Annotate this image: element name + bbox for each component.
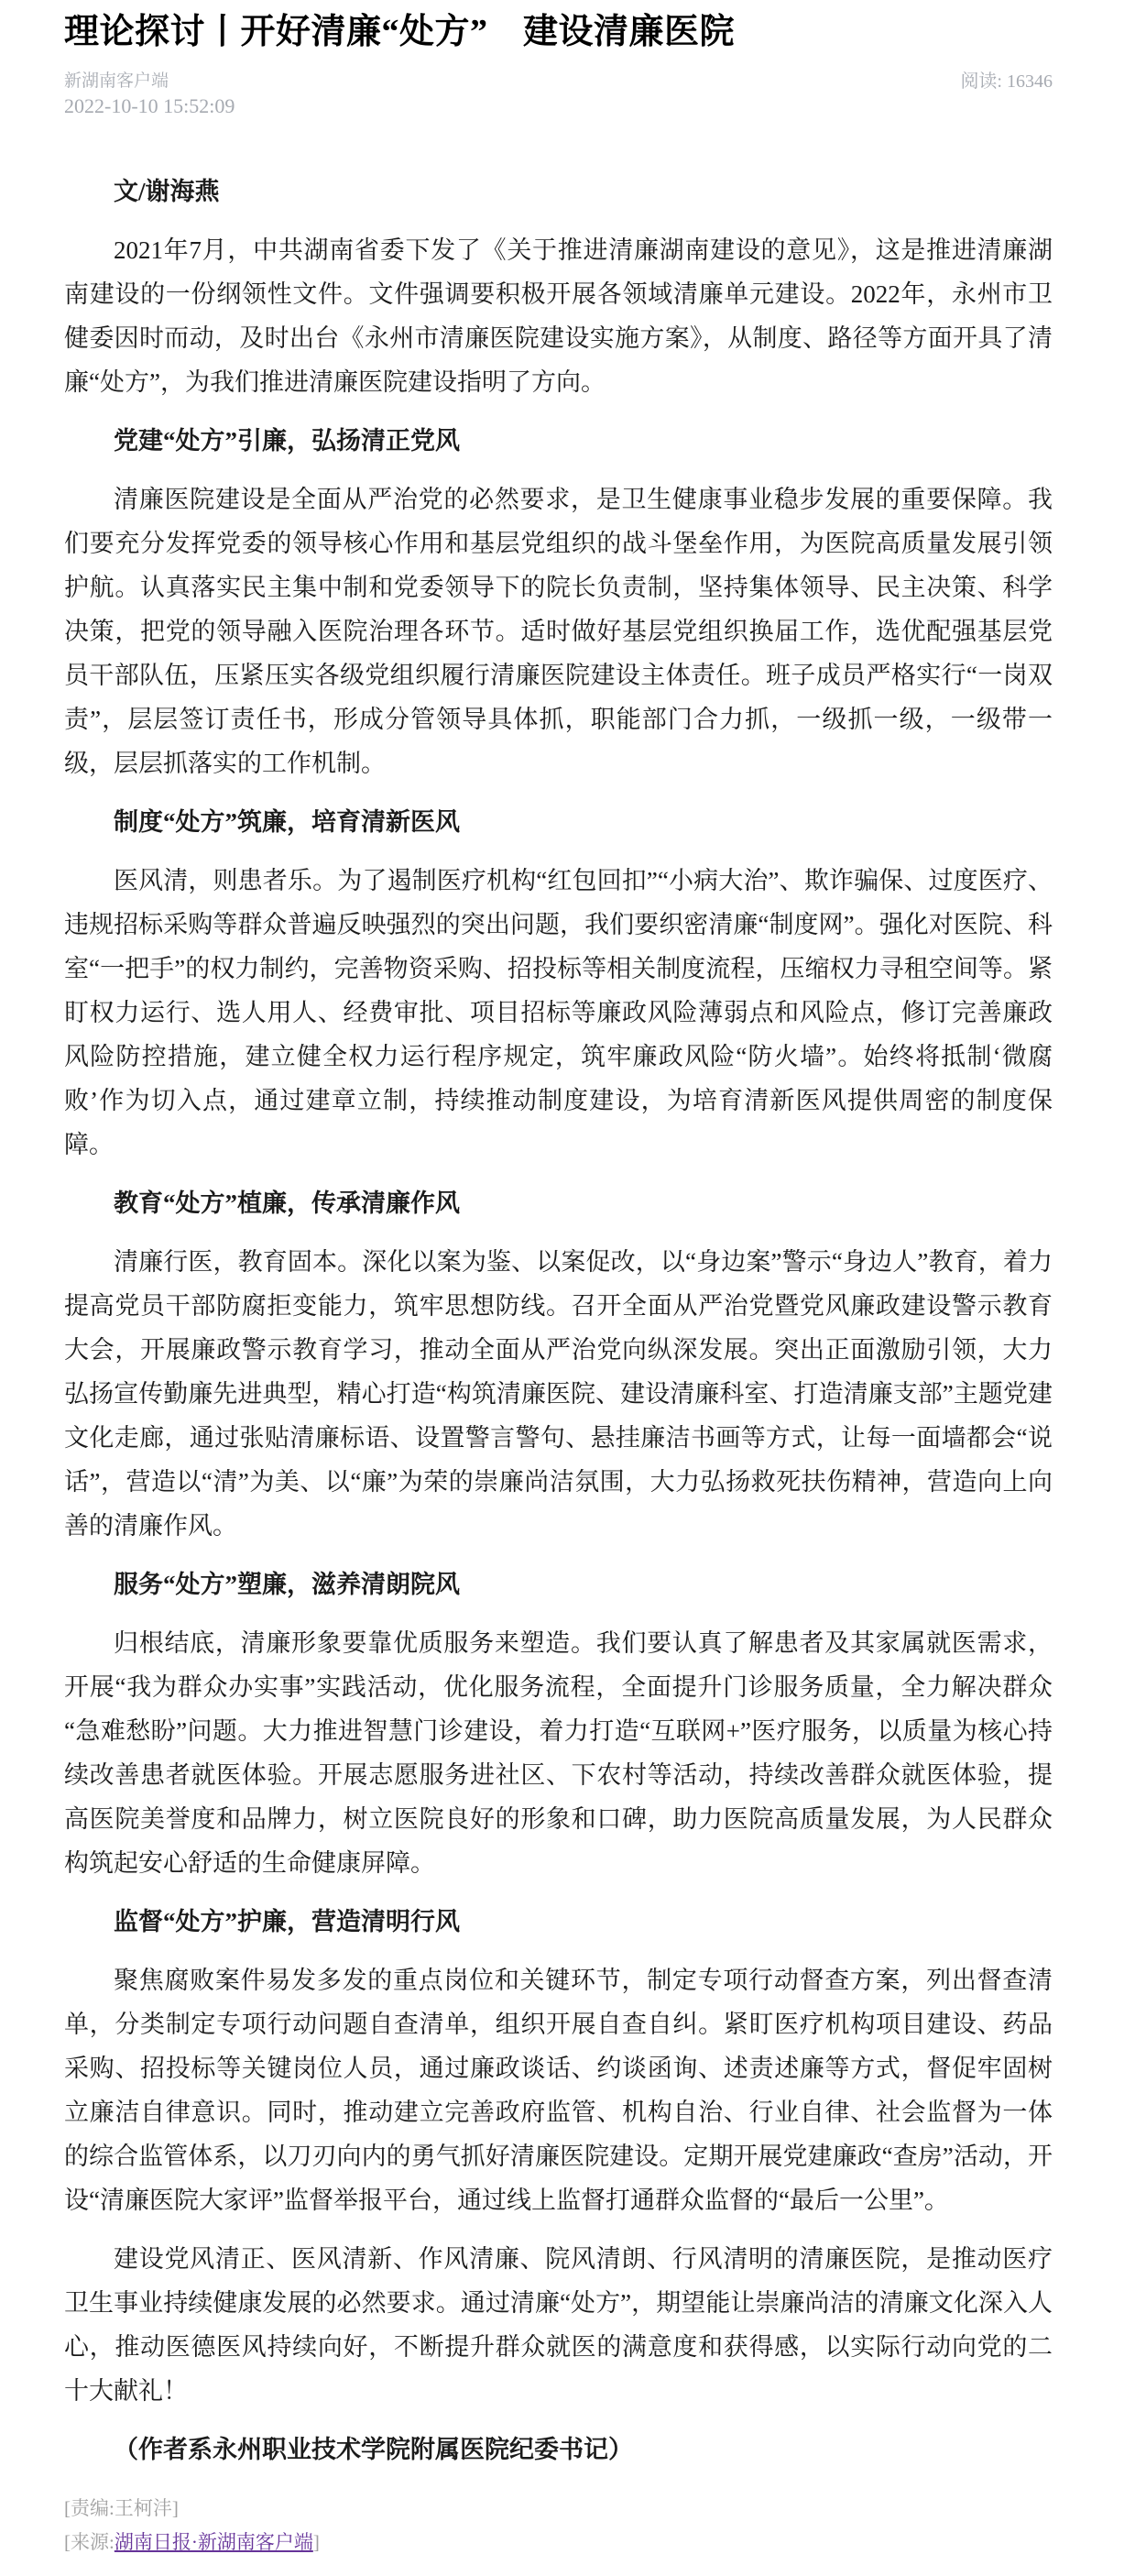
source-link[interactable]: 湖南日报·新湖南客户端 bbox=[114, 2531, 313, 2553]
author-note: （作者系永州职业技术学院附属医院纪委书记） bbox=[114, 2436, 633, 2463]
article-byline: 文/谢海燕 bbox=[114, 178, 220, 205]
article-meta-left bbox=[64, 70, 235, 118]
source-credit-suffix: ] bbox=[312, 2531, 320, 2553]
article-paragraph-conclusion: 建设党风清正、医风清新、作风清廉、院风清朗、行风清明的清廉医院，是推动医疗卫生事业持续健康发展的必然要求。通过清廉“处方”，期望能让崇廉尚洁的清廉文化深入人心，推动医德医风持续向好，不断提升群众就医的满意度和获得感，以实际行动向党的二十大献礼！ bbox=[64, 2245, 1053, 2405]
article-paragraph-institution: 医风清，则患者乐。为了遏制医疗机构“红包回扣”“小病大治”、欺诈骗保、过度医疗、违规招标采购等群众普遍反映强烈的突出问题，我们要织密清廉“制度网”。强化对医院、科室“一把手”的权力制约，完善物资采购、招投标等相关制度流程，压缩权力寻租空间等。紧盯权力运行、选人用人、经费审批、项目招标等廉政风险薄弱点和风险点，修订完善廉政风险防控措施，建立健全权力运行程序规定，筑牢廉政风险“防火墙”。始终将抵制‘微腐败’作为切入点，通过建章立制，持续推动制度建设，为培育清新医风提供周密的制度保障。 bbox=[64, 867, 1053, 1158]
read-count: 阅读: 16346 bbox=[960, 71, 1053, 92]
article-paragraph-intro: 2021年7月，中共湖南省委下发了《关于推进清廉湖南建设的意见》，这是推进清廉湖南建设的一份纲领性文件。文件强调要积极开展各领域清廉单元建设。2022年，永州市卫健委因时而动，及时出台《永州市清廉医院建设实施方案》，从制度、路径等方面开具了清廉“处方”，为我们推进清廉医院建设指明了方向。 bbox=[64, 236, 1053, 396]
article-meta bbox=[64, 70, 1053, 118]
article-body bbox=[64, 170, 1053, 2472]
article-paragraph-education: 清廉行医，教育固本。深化以案为鉴、以案促改，以“身边案”警示“身边人”教育，着力提高党员干部防腐拒变能力，筑牢思想防线。召开全面从严治党暨党风廉政建设警示教育大会，开展廉政警示教育学习，推动全面从严治党向纵深发展。突出正面激励引领，大力弘扬宣传勤廉先进典型，精心打造“构筑清廉医院、建设清廉科室、打造清廉支部”主题党建文化走廊，通过张贴清廉标语、设置警言警句、悬挂廉洁书画等方式，让每一面墙都会“说话”，营造以“清”为美、以“廉”为荣的崇廉尚洁氛围，大力弘扬救死扶伤精神，营造向上向善的清廉作风。 bbox=[64, 1248, 1053, 1540]
article-paragraph-supervision: 聚焦腐败案件易发多发的重点岗位和关键环节，制定专项行动督查方案，列出督查清单，分类制定专项行动问题自查清单，组织开展自查自纠。紧盯医疗机构项目建设、药品采购、招投标等关键岗位人员，通过廉政谈话、约谈函询、述责述廉等方式，督促牢固树立廉洁自律意识。同时，推动建立完善政府监管、机构自治、行业自律、社会监督为一体的综合监管体系，以刀刃向内的勇气抓好清廉医院建设。定期开展党建廉政“查房”活动，开设“清廉医院大家评”监督举报平台，通过线上监督打通群众监督的“最后一公里”。 bbox=[64, 1967, 1053, 2214]
publish-datetime: 2022-10-10 15:52:09 bbox=[64, 94, 235, 117]
editor-credit: [责编:王柯沣] bbox=[64, 2497, 179, 2519]
page-title: 理论探讨丨开好清廉“处方” 建设清廉医院 bbox=[64, 13, 736, 51]
source-credit-prefix: [来源: bbox=[64, 2531, 115, 2553]
section-heading-service: 服务“处方”塑廉，滋养清朗院风 bbox=[114, 1571, 460, 1598]
section-heading-party-building: 党建“处方”引廉，弘扬清正党风 bbox=[114, 427, 460, 455]
source-name: 新湖南客户端 bbox=[64, 71, 169, 91]
article-paragraph-party-building: 清廉医院建设是全面从严治党的必然要求，是卫生健康事业稳步发展的重要保障。我们要充分发挥党委的领导核心作用和基层党组织的战斗堡垒作用，为医院高质量发展引领护航。认真落实民主集中制和党委领导下的院长负责制，坚持集体领导、民主决策、科学决策，把党的领导融入医院治理各环节。适时做好基层党组织换届工作，选优配强基层党员干部队伍，压紧压实各级党组织履行清廉医院建设主体责任。班子成员严格实行“一岗双责”，层层签订责任书，形成分管领导具体抓，职能部门合力抓，一级抓一级，一级带一级，层层抓落实的工作机制。 bbox=[64, 486, 1053, 777]
article-footer bbox=[64, 2492, 1053, 2560]
section-heading-supervision: 监督“处方”护廉，营造清明行风 bbox=[114, 1908, 460, 1935]
section-heading-education: 教育“处方”植廉，传承清廉作风 bbox=[114, 1189, 460, 1217]
source-credit bbox=[64, 2526, 1053, 2560]
section-heading-institution: 制度“处方”筑廉，培育清新医风 bbox=[114, 808, 460, 836]
article-paragraph-service: 归根结底，清廉形象要靠优质服务来塑造。我们要认真了解患者及其家属就医需求，开展“我为群众办实事”实践活动，优化服务流程，全面提升门诊服务质量，全力解决群众“急难愁盼”问题。大力推进智慧门诊建设，着力打造“互联网+”医疗服务，以质量为核心持续改善患者就医体验。开展志愿服务进社区、下农村等活动，持续改善群众就医体验，提高医院美誉度和品牌力，树立医院良好的形象和口碑，助力医院高质量发展，为人民群众构筑起安心舒适的生命健康屏障。 bbox=[64, 1629, 1053, 1877]
